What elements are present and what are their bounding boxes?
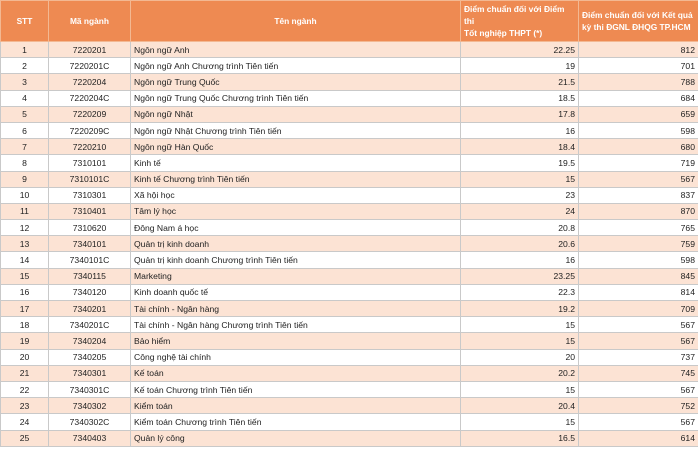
cell-ma-nganh: 7340101C	[49, 252, 131, 268]
cell-stt: 14	[1, 252, 49, 268]
cell-ma-nganh: 7340302C	[49, 414, 131, 430]
cell-thpt-score: 15	[461, 171, 579, 187]
cell-dgnl-score: 752	[579, 398, 698, 414]
cell-thpt-score: 17.8	[461, 106, 579, 122]
cell-stt: 13	[1, 236, 49, 252]
cell-dgnl-score: 765	[579, 220, 698, 236]
cell-ma-nganh: 7340302	[49, 398, 131, 414]
table-row	[1, 90, 698, 106]
table-row	[1, 430, 698, 446]
table-row	[1, 301, 698, 317]
cell-ten-nganh: Quản trị kinh doanh Chương trình Tiên tiến	[131, 252, 461, 268]
cell-ten-nganh: Ngôn ngữ Nhật	[131, 106, 461, 122]
cell-ten-nganh: Ngôn ngữ Anh	[131, 42, 461, 58]
cell-thpt-score: 19	[461, 58, 579, 74]
cell-ma-nganh: 7340201C	[49, 317, 131, 333]
cell-thpt-score: 21.5	[461, 74, 579, 90]
table-row	[1, 203, 698, 219]
table-row	[1, 74, 698, 90]
cell-thpt-score: 16	[461, 252, 579, 268]
cell-thpt-score: 20	[461, 349, 579, 365]
header-ma-nganh: Mã ngành	[49, 1, 131, 42]
cell-stt: 20	[1, 349, 49, 365]
cell-ten-nganh: Marketing	[131, 268, 461, 284]
table-row	[1, 252, 698, 268]
cell-thpt-score: 20.8	[461, 220, 579, 236]
cell-dgnl-score: 567	[579, 171, 698, 187]
cell-stt: 10	[1, 187, 49, 203]
cell-ten-nganh: Đông Nam á học	[131, 220, 461, 236]
cell-thpt-score: 15	[461, 333, 579, 349]
cell-ma-nganh: 7220204	[49, 74, 131, 90]
cell-ten-nganh: Kế toán Chương trình Tiên tiến	[131, 381, 461, 397]
cell-dgnl-score: 759	[579, 236, 698, 252]
cell-ten-nganh: Công nghệ tài chính	[131, 349, 461, 365]
header-dgnl-line1: Điểm chuẩn đối với Kết quả	[582, 10, 693, 20]
cell-stt: 11	[1, 203, 49, 219]
cell-stt: 19	[1, 333, 49, 349]
cell-ten-nganh: Kinh tế	[131, 155, 461, 171]
cell-ten-nganh: Bảo hiểm	[131, 333, 461, 349]
cell-thpt-score: 18.5	[461, 90, 579, 106]
cell-thpt-score: 24	[461, 203, 579, 219]
cell-stt: 6	[1, 122, 49, 138]
cell-dgnl-score: 614	[579, 430, 698, 446]
header-dgnl-line2: kỳ thi ĐGNL ĐHQG TP.HCM	[582, 22, 691, 32]
cell-ten-nganh: Ngôn ngữ Nhật Chương trình Tiên tiến	[131, 122, 461, 138]
table-row	[1, 42, 698, 58]
cell-dgnl-score: 814	[579, 284, 698, 300]
table-row	[1, 317, 698, 333]
cell-ma-nganh: 7310301	[49, 187, 131, 203]
cell-ten-nganh: Tài chính - Ngân hàng Chương trình Tiên tiến	[131, 317, 461, 333]
cell-thpt-score: 16.5	[461, 430, 579, 446]
cell-stt: 18	[1, 317, 49, 333]
cell-dgnl-score: 737	[579, 349, 698, 365]
cell-thpt-score: 16	[461, 122, 579, 138]
cell-ten-nganh: Kế toán	[131, 365, 461, 381]
cell-stt: 16	[1, 284, 49, 300]
cell-stt: 8	[1, 155, 49, 171]
cell-thpt-score: 23	[461, 187, 579, 203]
cell-ma-nganh: 7220210	[49, 139, 131, 155]
table-row	[1, 236, 698, 252]
cell-thpt-score: 19.2	[461, 301, 579, 317]
table-body	[1, 42, 698, 447]
table-row	[1, 268, 698, 284]
cell-ma-nganh: 7310101C	[49, 171, 131, 187]
cell-thpt-score: 20.4	[461, 398, 579, 414]
cell-ma-nganh: 7340201	[49, 301, 131, 317]
cell-thpt-score: 18.4	[461, 139, 579, 155]
table-row	[1, 171, 698, 187]
table-header	[1, 1, 698, 42]
table-row	[1, 333, 698, 349]
cell-ma-nganh: 7220201	[49, 42, 131, 58]
cell-dgnl-score: 680	[579, 139, 698, 155]
cell-thpt-score: 22.25	[461, 42, 579, 58]
table-row	[1, 284, 698, 300]
cell-dgnl-score: 598	[579, 252, 698, 268]
cell-ma-nganh: 7310101	[49, 155, 131, 171]
cell-ten-nganh: Quản trị kinh doanh	[131, 236, 461, 252]
cell-ma-nganh: 7340403	[49, 430, 131, 446]
cell-ten-nganh: Tài chính - Ngân hàng	[131, 301, 461, 317]
cell-stt: 5	[1, 106, 49, 122]
cell-thpt-score: 15	[461, 414, 579, 430]
header-stt: STT	[1, 1, 49, 42]
table-row	[1, 187, 698, 203]
cell-stt: 2	[1, 58, 49, 74]
cell-ma-nganh: 7340115	[49, 268, 131, 284]
cell-dgnl-score: 709	[579, 301, 698, 317]
table-row	[1, 58, 698, 74]
cell-dgnl-score: 567	[579, 317, 698, 333]
table-row	[1, 398, 698, 414]
cell-thpt-score: 19.5	[461, 155, 579, 171]
cell-ten-nganh: Ngôn ngữ Trung Quốc	[131, 74, 461, 90]
header-row	[1, 1, 698, 42]
cell-dgnl-score: 837	[579, 187, 698, 203]
table-row	[1, 155, 698, 171]
header-thpt-score	[461, 1, 579, 42]
cell-ten-nganh: Ngôn ngữ Anh Chương trình Tiên tiến	[131, 58, 461, 74]
cell-dgnl-score: 598	[579, 122, 698, 138]
cell-ma-nganh: 7220204C	[49, 90, 131, 106]
table-row	[1, 139, 698, 155]
cell-ten-nganh: Tâm lý học	[131, 203, 461, 219]
cell-ma-nganh: 7310401	[49, 203, 131, 219]
table-row	[1, 381, 698, 397]
table-row	[1, 365, 698, 381]
cell-dgnl-score: 684	[579, 90, 698, 106]
cell-ma-nganh: 7220201C	[49, 58, 131, 74]
cell-stt: 23	[1, 398, 49, 414]
cell-ten-nganh: Ngôn ngữ Hàn Quốc	[131, 139, 461, 155]
cell-ma-nganh: 7340301C	[49, 381, 131, 397]
cell-ten-nganh: Kinh tế Chương trình Tiên tiến	[131, 171, 461, 187]
cell-stt: 15	[1, 268, 49, 284]
cell-stt: 9	[1, 171, 49, 187]
header-ten-nganh: Tên ngành	[131, 1, 461, 42]
cell-thpt-score: 15	[461, 381, 579, 397]
cell-ma-nganh: 7310620	[49, 220, 131, 236]
table-row	[1, 349, 698, 365]
table-row	[1, 106, 698, 122]
cell-thpt-score: 23.25	[461, 268, 579, 284]
cell-ma-nganh: 7340204	[49, 333, 131, 349]
cell-dgnl-score: 701	[579, 58, 698, 74]
cell-thpt-score: 22.3	[461, 284, 579, 300]
cell-stt: 21	[1, 365, 49, 381]
cell-ma-nganh: 7340301	[49, 365, 131, 381]
cell-ten-nganh: Ngôn ngữ Trung Quốc Chương trình Tiên tiến	[131, 90, 461, 106]
cell-stt: 24	[1, 414, 49, 430]
cell-ma-nganh: 7220209C	[49, 122, 131, 138]
cell-stt: 7	[1, 139, 49, 155]
cell-thpt-score: 20.2	[461, 365, 579, 381]
cell-ma-nganh: 7340120	[49, 284, 131, 300]
cell-stt: 3	[1, 74, 49, 90]
table-row	[1, 414, 698, 430]
header-thpt-line2: Tốt nghiệp THPT (*)	[464, 28, 543, 38]
cell-ten-nganh: Kiểm toán Chương trình Tiên tiến	[131, 414, 461, 430]
cell-ma-nganh: 7220209	[49, 106, 131, 122]
cell-stt: 17	[1, 301, 49, 317]
cell-dgnl-score: 719	[579, 155, 698, 171]
cell-thpt-score: 15	[461, 317, 579, 333]
cell-ten-nganh: Xã hội học	[131, 187, 461, 203]
cell-ten-nganh: Kinh doanh quốc tế	[131, 284, 461, 300]
cell-dgnl-score: 567	[579, 414, 698, 430]
cell-dgnl-score: 745	[579, 365, 698, 381]
table-row	[1, 122, 698, 138]
cell-dgnl-score: 788	[579, 74, 698, 90]
cell-ten-nganh: Kiểm toán	[131, 398, 461, 414]
cell-dgnl-score: 659	[579, 106, 698, 122]
table-row	[1, 220, 698, 236]
cell-dgnl-score: 870	[579, 203, 698, 219]
cell-stt: 22	[1, 381, 49, 397]
cell-dgnl-score: 845	[579, 268, 698, 284]
cell-dgnl-score: 567	[579, 333, 698, 349]
cell-stt: 25	[1, 430, 49, 446]
cell-ten-nganh: Quản lý công	[131, 430, 461, 446]
header-dgnl-score	[579, 1, 698, 42]
cell-stt: 12	[1, 220, 49, 236]
cell-dgnl-score: 812	[579, 42, 698, 58]
cell-thpt-score: 20.6	[461, 236, 579, 252]
cell-ma-nganh: 7340101	[49, 236, 131, 252]
cell-dgnl-score: 567	[579, 381, 698, 397]
header-thpt-line1: Điểm chuẩn đối với Điểm thi	[464, 4, 565, 26]
cell-stt: 1	[1, 42, 49, 58]
cell-ma-nganh: 7340205	[49, 349, 131, 365]
cell-stt: 4	[1, 90, 49, 106]
